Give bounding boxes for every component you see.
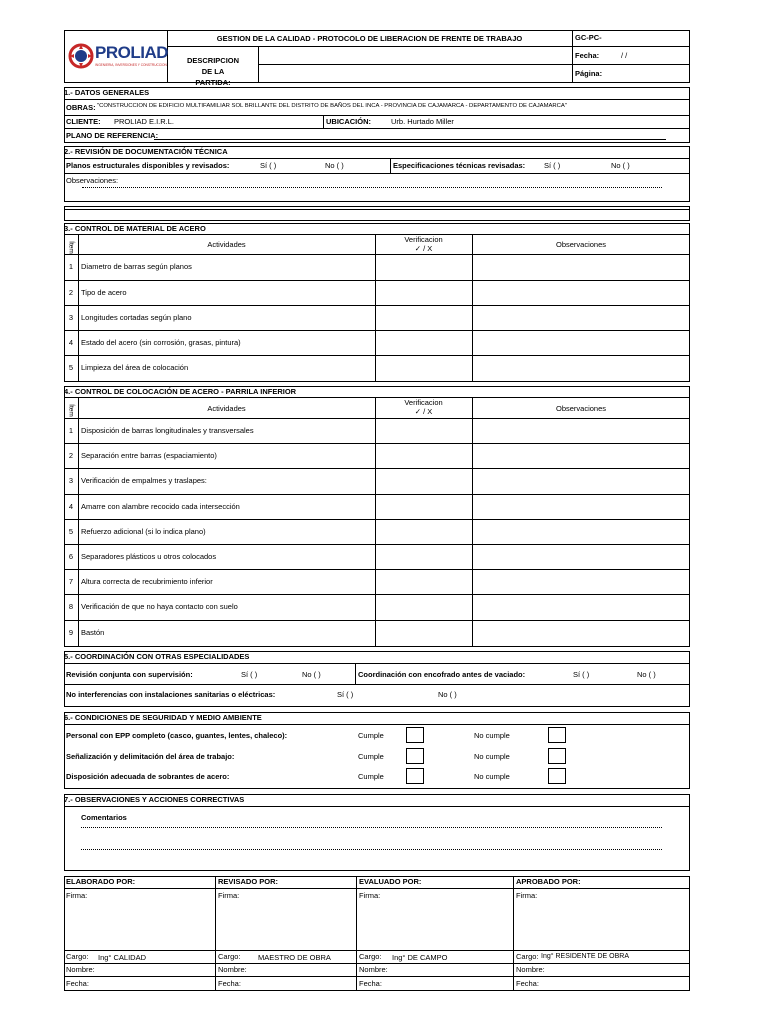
section3-title: 3.- CONTROL DE MATERIAL DE ACERO [64, 224, 206, 233]
revisado-nombre: Nombre: [218, 965, 247, 974]
elaborado-title: ELABORADO POR: [66, 877, 136, 886]
sobrantes-no-cumple-checkbox[interactable] [548, 768, 566, 784]
s4-row-text: Bastón [81, 628, 105, 637]
s3-row-text: Diametro de barras según planos [81, 262, 192, 271]
s4-row-text: Altura correcta de recubrimiento inferior [81, 577, 213, 586]
senalizacion-no-cumple: No cumple [474, 752, 510, 761]
espec-no[interactable]: No ( ) [611, 161, 630, 170]
logo-text: PROLIAD [95, 43, 168, 62]
section1-title: 1.- DATOS GENERALES [64, 88, 150, 97]
evaluado-cargo-label: Cargo: [359, 952, 382, 961]
instalaciones-si[interactable]: Sí ( ) [337, 690, 354, 699]
s4-row-num: 2 [68, 451, 74, 460]
description-label: DESCRIPCION DE LA PARTIDA: [186, 56, 240, 87]
obras-label: OBRAS: [66, 103, 96, 112]
pagina-label: Página: [575, 69, 603, 78]
s4-row-num: 4 [68, 502, 74, 511]
supervision-no[interactable]: No ( ) [302, 670, 321, 679]
encofrado-no[interactable]: No ( ) [637, 670, 656, 679]
s4-row-num: 1 [68, 426, 74, 435]
epp-label: Personal con EPP completo (casco, guantes, lentes, chaleco): [66, 731, 288, 740]
epp-cumple: Cumple [358, 731, 384, 740]
actividades-header: Actividades [207, 240, 246, 249]
observaciones-label: Observaciones: [66, 176, 119, 185]
supervision-label: Revisión conjunta con supervisión: [66, 670, 193, 679]
planos-si[interactable]: Sí ( ) [260, 161, 277, 170]
epp-no-cumple-checkbox[interactable] [548, 727, 566, 743]
actividades-header: Actividades [207, 404, 246, 413]
section4-title: 4.- CONTROL DE COLOCACIÓN DE ACERO - PARRILA INFERIOR [64, 387, 297, 396]
s4-row-num: 6 [68, 552, 74, 561]
aprobado-firma: Firma: [516, 891, 538, 900]
epp-cumple-checkbox[interactable] [406, 727, 424, 743]
item-header: Ítem [67, 241, 75, 254]
section2-title: 2.- REVISIÓN DE DOCUMENTACIÓN TÉCNICA [64, 147, 228, 156]
evaluado-nombre: Nombre: [359, 965, 388, 974]
sobrantes-no-cumple: No cumple [474, 772, 510, 781]
senalizacion-label: Señalización y delimitación del área de trabajo: [66, 752, 235, 761]
elaborado-nombre: Nombre: [66, 965, 95, 974]
elaborado-fecha: Fecha: [66, 979, 89, 988]
elaborado-cargo-label: Cargo: [66, 952, 89, 961]
logo-tagline: INGENIERIA, INVERSIONES Y CONSTRUCCION [95, 63, 167, 67]
fecha-label: Fecha: [575, 51, 600, 60]
instalaciones-label: No interferencias con instalaciones sanitarias o eléctricas: [66, 690, 276, 699]
ubicacion-label: UBICACIÓN: [326, 117, 371, 126]
s4-row-num: 3 [68, 476, 74, 485]
form-title: GESTION DE LA CALIDAD - PROTOCOLO DE LIBERACION DE FRENTE DE TRABAJO [216, 34, 523, 43]
s3-row-text: Tipo de acero [81, 288, 127, 297]
s4-row-text: Separadores plásticos u otros colocados [81, 552, 217, 561]
item-header: Ítem [67, 404, 75, 417]
espec-si[interactable]: Sí ( ) [544, 161, 561, 170]
s4-row-num: 7 [68, 577, 74, 586]
sobrantes-label: Disposición adecuada de sobrantes de acero: [66, 772, 230, 781]
section6-title: 6.- CONDICIONES DE SEGURIDAD Y MEDIO AMBIENTE [64, 713, 262, 722]
s4-row-text: Separación entre barras (espaciamiento) [81, 451, 217, 460]
epp-no-cumple: No cumple [474, 731, 510, 740]
plano-label: PLANO DE REFERENCIA: [66, 131, 159, 140]
senalizacion-cumple-checkbox[interactable] [406, 748, 424, 764]
fecha-slashes: / / [621, 51, 628, 60]
s3-row-num: 5 [68, 363, 74, 372]
aprobado-cargo-label: Cargo: [516, 952, 539, 961]
sobrantes-cumple-checkbox[interactable] [406, 768, 424, 784]
s3-row-num: 1 [68, 262, 74, 271]
verificacion-header: Verificacion [404, 235, 443, 244]
aprobado-cargo: Ing° RESIDENTE DE OBRA [541, 953, 629, 960]
ubicacion-value: Urb. Hurtado Miller [391, 117, 454, 126]
s4-row-num: 5 [68, 527, 74, 536]
evaluado-fecha: Fecha: [359, 979, 382, 988]
section7-title: 7.- OBSERVACIONES Y ACCIONES CORRECTIVAS [64, 795, 245, 804]
revisado-firma: Firma: [218, 891, 240, 900]
evaluado-title: EVALUADO POR: [359, 877, 422, 886]
s3-row-text: Limpieza del área de colocación [81, 363, 189, 372]
observaciones-header: Observaciones [555, 240, 607, 249]
evaluado-cargo: Ing° DE CAMPO [392, 953, 448, 962]
sobrantes-cumple: Cumple [358, 772, 384, 781]
supervision-si[interactable]: Sí ( ) [241, 670, 258, 679]
s4-row-text: Refuerzo adicional (si lo indica plano) [81, 527, 206, 536]
s4-row-text: Amarre con alambre recocido cada intersección [81, 502, 240, 511]
evaluado-firma: Firma: [359, 891, 381, 900]
s4-row-text: Verificación de empalmes y traslapes: [81, 476, 207, 485]
company-logo [68, 40, 168, 74]
espec-label: Especificaciones técnicas revisadas: [393, 161, 526, 170]
aprobado-fecha: Fecha: [516, 979, 539, 988]
planos-no[interactable]: No ( ) [325, 161, 344, 170]
s3-row-num: 3 [68, 313, 74, 322]
elaborado-cargo: Ing° CALIDAD [98, 953, 147, 962]
section5-title: 5.- COORDINACIÓN CON OTRAS ESPECIALIDADES [64, 652, 250, 661]
verificacion-marks: ✓ / X [414, 407, 433, 416]
s3-row-num: 2 [68, 288, 74, 297]
instalaciones-no[interactable]: No ( ) [438, 690, 457, 699]
cliente-value: PROLIAD E.I.R.L. [114, 117, 175, 126]
verificacion-marks: ✓ / X [414, 244, 433, 253]
comentarios-label: Comentarios [81, 813, 127, 822]
planos-label: Planos estructurales disponibles y revisados: [66, 161, 230, 170]
senalizacion-no-cumple-checkbox[interactable] [548, 748, 566, 764]
s3-row-text: Estado del acero (sin corrosión, grasas, pintura) [81, 338, 241, 347]
revisado-cargo: MAESTRO DE OBRA [258, 953, 331, 962]
encofrado-si[interactable]: Sí ( ) [573, 670, 590, 679]
obras-value: "CONSTRUCCION DE EDIFICIO MULTIFAMILIAR SOL BRILLANTE DEL DISTRITO DE BAÑOS DEL INCA - PROVINCIA DE CAJAMARCA - DEPARTAMENTO DE CAJAMARCA" [97, 103, 567, 109]
aprobado-nombre: Nombre: [516, 965, 545, 974]
revisado-title: REVISADO POR: [218, 877, 279, 886]
revisado-cargo-label: Cargo: [218, 952, 241, 961]
s4-row-num: 8 [68, 602, 74, 611]
revisado-fecha: Fecha: [218, 979, 241, 988]
cliente-label: CLIENTE: [66, 117, 101, 126]
aprobado-title: APROBADO POR: [516, 877, 581, 886]
senalizacion-cumple: Cumple [358, 752, 384, 761]
elaborado-firma: Firma: [66, 891, 88, 900]
s4-row-num: 9 [68, 628, 74, 637]
s3-row-text: Longitudes cortadas según plano [81, 313, 192, 322]
verificacion-header: Verificacion [404, 398, 443, 407]
observaciones-header: Observaciones [555, 404, 607, 413]
s3-row-num: 4 [68, 338, 74, 347]
form-code: GC-PC- [575, 33, 602, 42]
s4-row-text: Disposición de barras longitudinales y transversales [81, 426, 254, 435]
s4-row-text: Verificación de que no haya contacto con suelo [81, 602, 238, 611]
encofrado-label: Coordinación con encofrado antes de vaciado: [358, 670, 526, 679]
